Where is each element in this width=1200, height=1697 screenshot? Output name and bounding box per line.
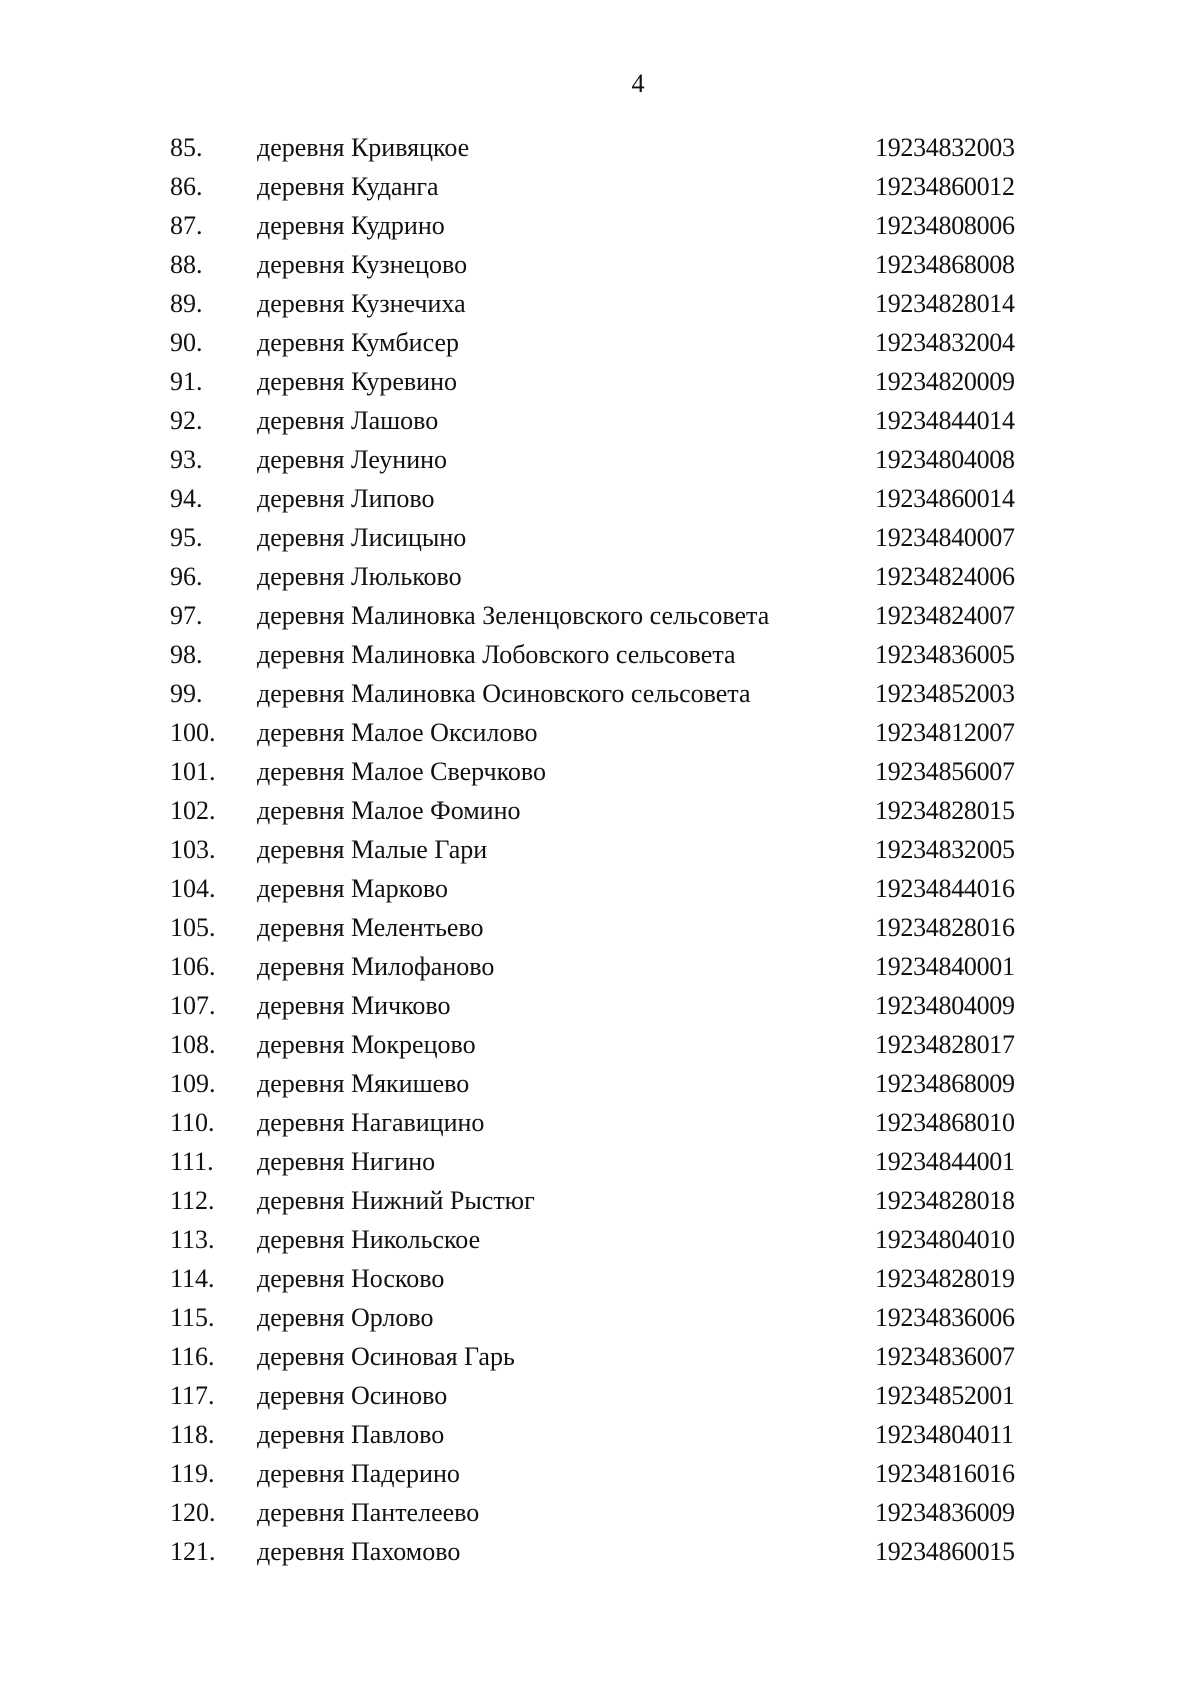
oktmo-code: 19234832004 (875, 328, 1015, 357)
row-number: 85. (170, 133, 203, 162)
row-number: 100. (170, 718, 216, 747)
settlement-name: деревня Пахомово (257, 1537, 461, 1566)
settlement-name: деревня Мичково (257, 991, 451, 1020)
settlement-name: деревня Падерино (257, 1459, 460, 1488)
settlement-name: деревня Куревино (257, 367, 457, 396)
list-row (0, 1380, 1200, 1419)
oktmo-code: 19234836006 (875, 1303, 1015, 1332)
oktmo-code: 19234832003 (875, 133, 1015, 162)
list-row (0, 795, 1200, 834)
settlement-name: деревня Малиновка Лобовского сельсовета (257, 640, 736, 669)
list-row (0, 132, 1200, 171)
oktmo-code: 19234808006 (875, 211, 1015, 240)
list-row (0, 444, 1200, 483)
row-number: 116. (170, 1342, 215, 1371)
row-number: 99. (170, 679, 203, 708)
settlement-name: деревня Кудрино (257, 211, 445, 240)
list-row (0, 1146, 1200, 1185)
settlement-name: деревня Мякишево (257, 1069, 470, 1098)
row-number: 96. (170, 562, 203, 591)
settlement-name: деревня Нигино (257, 1147, 436, 1176)
oktmo-code: 19234824006 (875, 562, 1015, 591)
list-row (0, 951, 1200, 990)
oktmo-code: 19234824007 (875, 601, 1015, 630)
settlement-name: деревня Малое Фомино (257, 796, 521, 825)
row-number: 86. (170, 172, 203, 201)
row-number: 98. (170, 640, 203, 669)
settlement-name: деревня Нижний Рыстюг (257, 1186, 535, 1215)
oktmo-code: 19234868008 (875, 250, 1015, 279)
list-row (0, 1419, 1200, 1458)
row-number: 94. (170, 484, 203, 513)
settlement-name: деревня Орлово (257, 1303, 434, 1332)
settlement-name: деревня Марково (257, 874, 449, 903)
list-row (0, 1224, 1200, 1263)
list-row (0, 912, 1200, 951)
list-row (0, 600, 1200, 639)
oktmo-code: 19234828018 (875, 1186, 1015, 1215)
row-number: 108. (170, 1030, 216, 1059)
settlement-name: деревня Лисицыно (257, 523, 467, 552)
list-row (0, 1341, 1200, 1380)
page-number: 4 (631, 69, 645, 98)
oktmo-code: 19234820009 (875, 367, 1015, 396)
settlement-name: деревня Малые Гари (257, 835, 488, 864)
settlement-name: деревня Кузнецово (257, 250, 468, 279)
list-row (0, 171, 1200, 210)
row-number: 89. (170, 289, 203, 318)
row-number: 118. (170, 1420, 215, 1449)
row-number: 93. (170, 445, 203, 474)
row-number: 121. (170, 1537, 216, 1566)
settlement-name: деревня Осиновая Гарь (257, 1342, 515, 1371)
row-number: 109. (170, 1069, 216, 1098)
oktmo-code: 19234828017 (875, 1030, 1015, 1059)
row-number: 88. (170, 250, 203, 279)
row-number: 92. (170, 406, 203, 435)
oktmo-code: 19234804009 (875, 991, 1015, 1020)
row-number: 102. (170, 796, 216, 825)
settlement-name: деревня Леунино (257, 445, 448, 474)
row-number: 114. (170, 1264, 215, 1293)
oktmo-code: 19234844001 (875, 1147, 1015, 1176)
oktmo-code: 19234860014 (875, 484, 1015, 513)
row-number: 101. (170, 757, 216, 786)
list-row (0, 1302, 1200, 1341)
settlement-name: деревня Липово (257, 484, 435, 513)
list-row (0, 210, 1200, 249)
row-number: 95. (170, 523, 203, 552)
list-row (0, 873, 1200, 912)
settlement-name: деревня Малиновка Осиновского сельсовета (257, 679, 751, 708)
list-row (0, 834, 1200, 873)
row-number: 107. (170, 991, 216, 1020)
row-number: 104. (170, 874, 216, 903)
list-row (0, 756, 1200, 795)
settlement-name: деревня Носково (257, 1264, 445, 1293)
list-row (0, 327, 1200, 366)
settlement-name: деревня Кузнечиха (257, 289, 466, 318)
list-row (0, 522, 1200, 561)
settlement-name: деревня Нагавицино (257, 1108, 485, 1137)
settlement-name: деревня Лашово (257, 406, 439, 435)
list-row (0, 1185, 1200, 1224)
list-row (0, 288, 1200, 327)
oktmo-code: 19234860012 (875, 172, 1015, 201)
list-row (0, 1458, 1200, 1497)
list-row (0, 678, 1200, 717)
oktmo-code: 19234852001 (875, 1381, 1015, 1410)
oktmo-code: 19234804008 (875, 445, 1015, 474)
row-number: 120. (170, 1498, 216, 1527)
settlement-name: деревня Никольское (257, 1225, 481, 1254)
row-number: 115. (170, 1303, 215, 1332)
row-number: 112. (170, 1186, 215, 1215)
row-number: 113. (170, 1225, 215, 1254)
oktmo-code: 19234828016 (875, 913, 1015, 942)
list-row (0, 1497, 1200, 1536)
list-row (0, 639, 1200, 678)
settlement-name: деревня Малое Сверчково (257, 757, 547, 786)
oktmo-code: 19234816016 (875, 1459, 1015, 1488)
oktmo-code: 19234844016 (875, 874, 1015, 903)
row-number: 87. (170, 211, 203, 240)
oktmo-code: 19234828019 (875, 1264, 1015, 1293)
list-row (0, 561, 1200, 600)
row-number: 110. (170, 1108, 215, 1137)
row-number: 97. (170, 601, 203, 630)
oktmo-code: 19234828014 (875, 289, 1015, 318)
row-number: 106. (170, 952, 216, 981)
settlement-name: деревня Малиновка Зеленцовского сельсовета (257, 601, 770, 630)
settlement-name: деревня Кривяцкое (257, 133, 470, 162)
settlement-name: деревня Мелентьево (257, 913, 484, 942)
list-row (0, 1536, 1200, 1575)
settlement-name: деревня Люльково (257, 562, 462, 591)
row-number: 117. (170, 1381, 215, 1410)
settlement-name: деревня Милофаново (257, 952, 495, 981)
oktmo-code: 19234836005 (875, 640, 1015, 669)
settlement-list (0, 132, 1200, 1575)
oktmo-code: 19234804010 (875, 1225, 1015, 1254)
list-row (0, 1068, 1200, 1107)
oktmo-code: 19234856007 (875, 757, 1015, 786)
oktmo-code: 19234852003 (875, 679, 1015, 708)
oktmo-code: 19234840001 (875, 952, 1015, 981)
row-number: 90. (170, 328, 203, 357)
oktmo-code: 19234868009 (875, 1069, 1015, 1098)
settlement-name: деревня Осиново (257, 1381, 448, 1410)
list-row (0, 483, 1200, 522)
oktmo-code: 19234836009 (875, 1498, 1015, 1527)
row-number: 119. (170, 1459, 215, 1488)
list-row (0, 366, 1200, 405)
list-row (0, 1029, 1200, 1068)
oktmo-code: 19234804011 (875, 1420, 1014, 1449)
oktmo-code: 19234840007 (875, 523, 1015, 552)
row-number: 111. (170, 1147, 214, 1176)
oktmo-code: 19234836007 (875, 1342, 1015, 1371)
oktmo-code: 19234828015 (875, 796, 1015, 825)
row-number: 105. (170, 913, 216, 942)
settlement-name: деревня Куданга (257, 172, 439, 201)
list-row (0, 249, 1200, 288)
settlement-name: деревня Мокрецово (257, 1030, 476, 1059)
list-row (0, 405, 1200, 444)
list-row (0, 1263, 1200, 1302)
row-number: 91. (170, 367, 203, 396)
row-number: 103. (170, 835, 216, 864)
list-row (0, 990, 1200, 1029)
list-row (0, 717, 1200, 756)
oktmo-code: 19234860015 (875, 1537, 1015, 1566)
settlement-name: деревня Павлово (257, 1420, 445, 1449)
settlement-name: деревня Пантелеево (257, 1498, 480, 1527)
settlement-name: деревня Малое Оксилово (257, 718, 538, 747)
list-row (0, 1107, 1200, 1146)
settlement-name: деревня Кумбисер (257, 328, 459, 357)
oktmo-code: 19234832005 (875, 835, 1015, 864)
oktmo-code: 19234844014 (875, 406, 1015, 435)
oktmo-code: 19234868010 (875, 1108, 1015, 1137)
oktmo-code: 19234812007 (875, 718, 1015, 747)
